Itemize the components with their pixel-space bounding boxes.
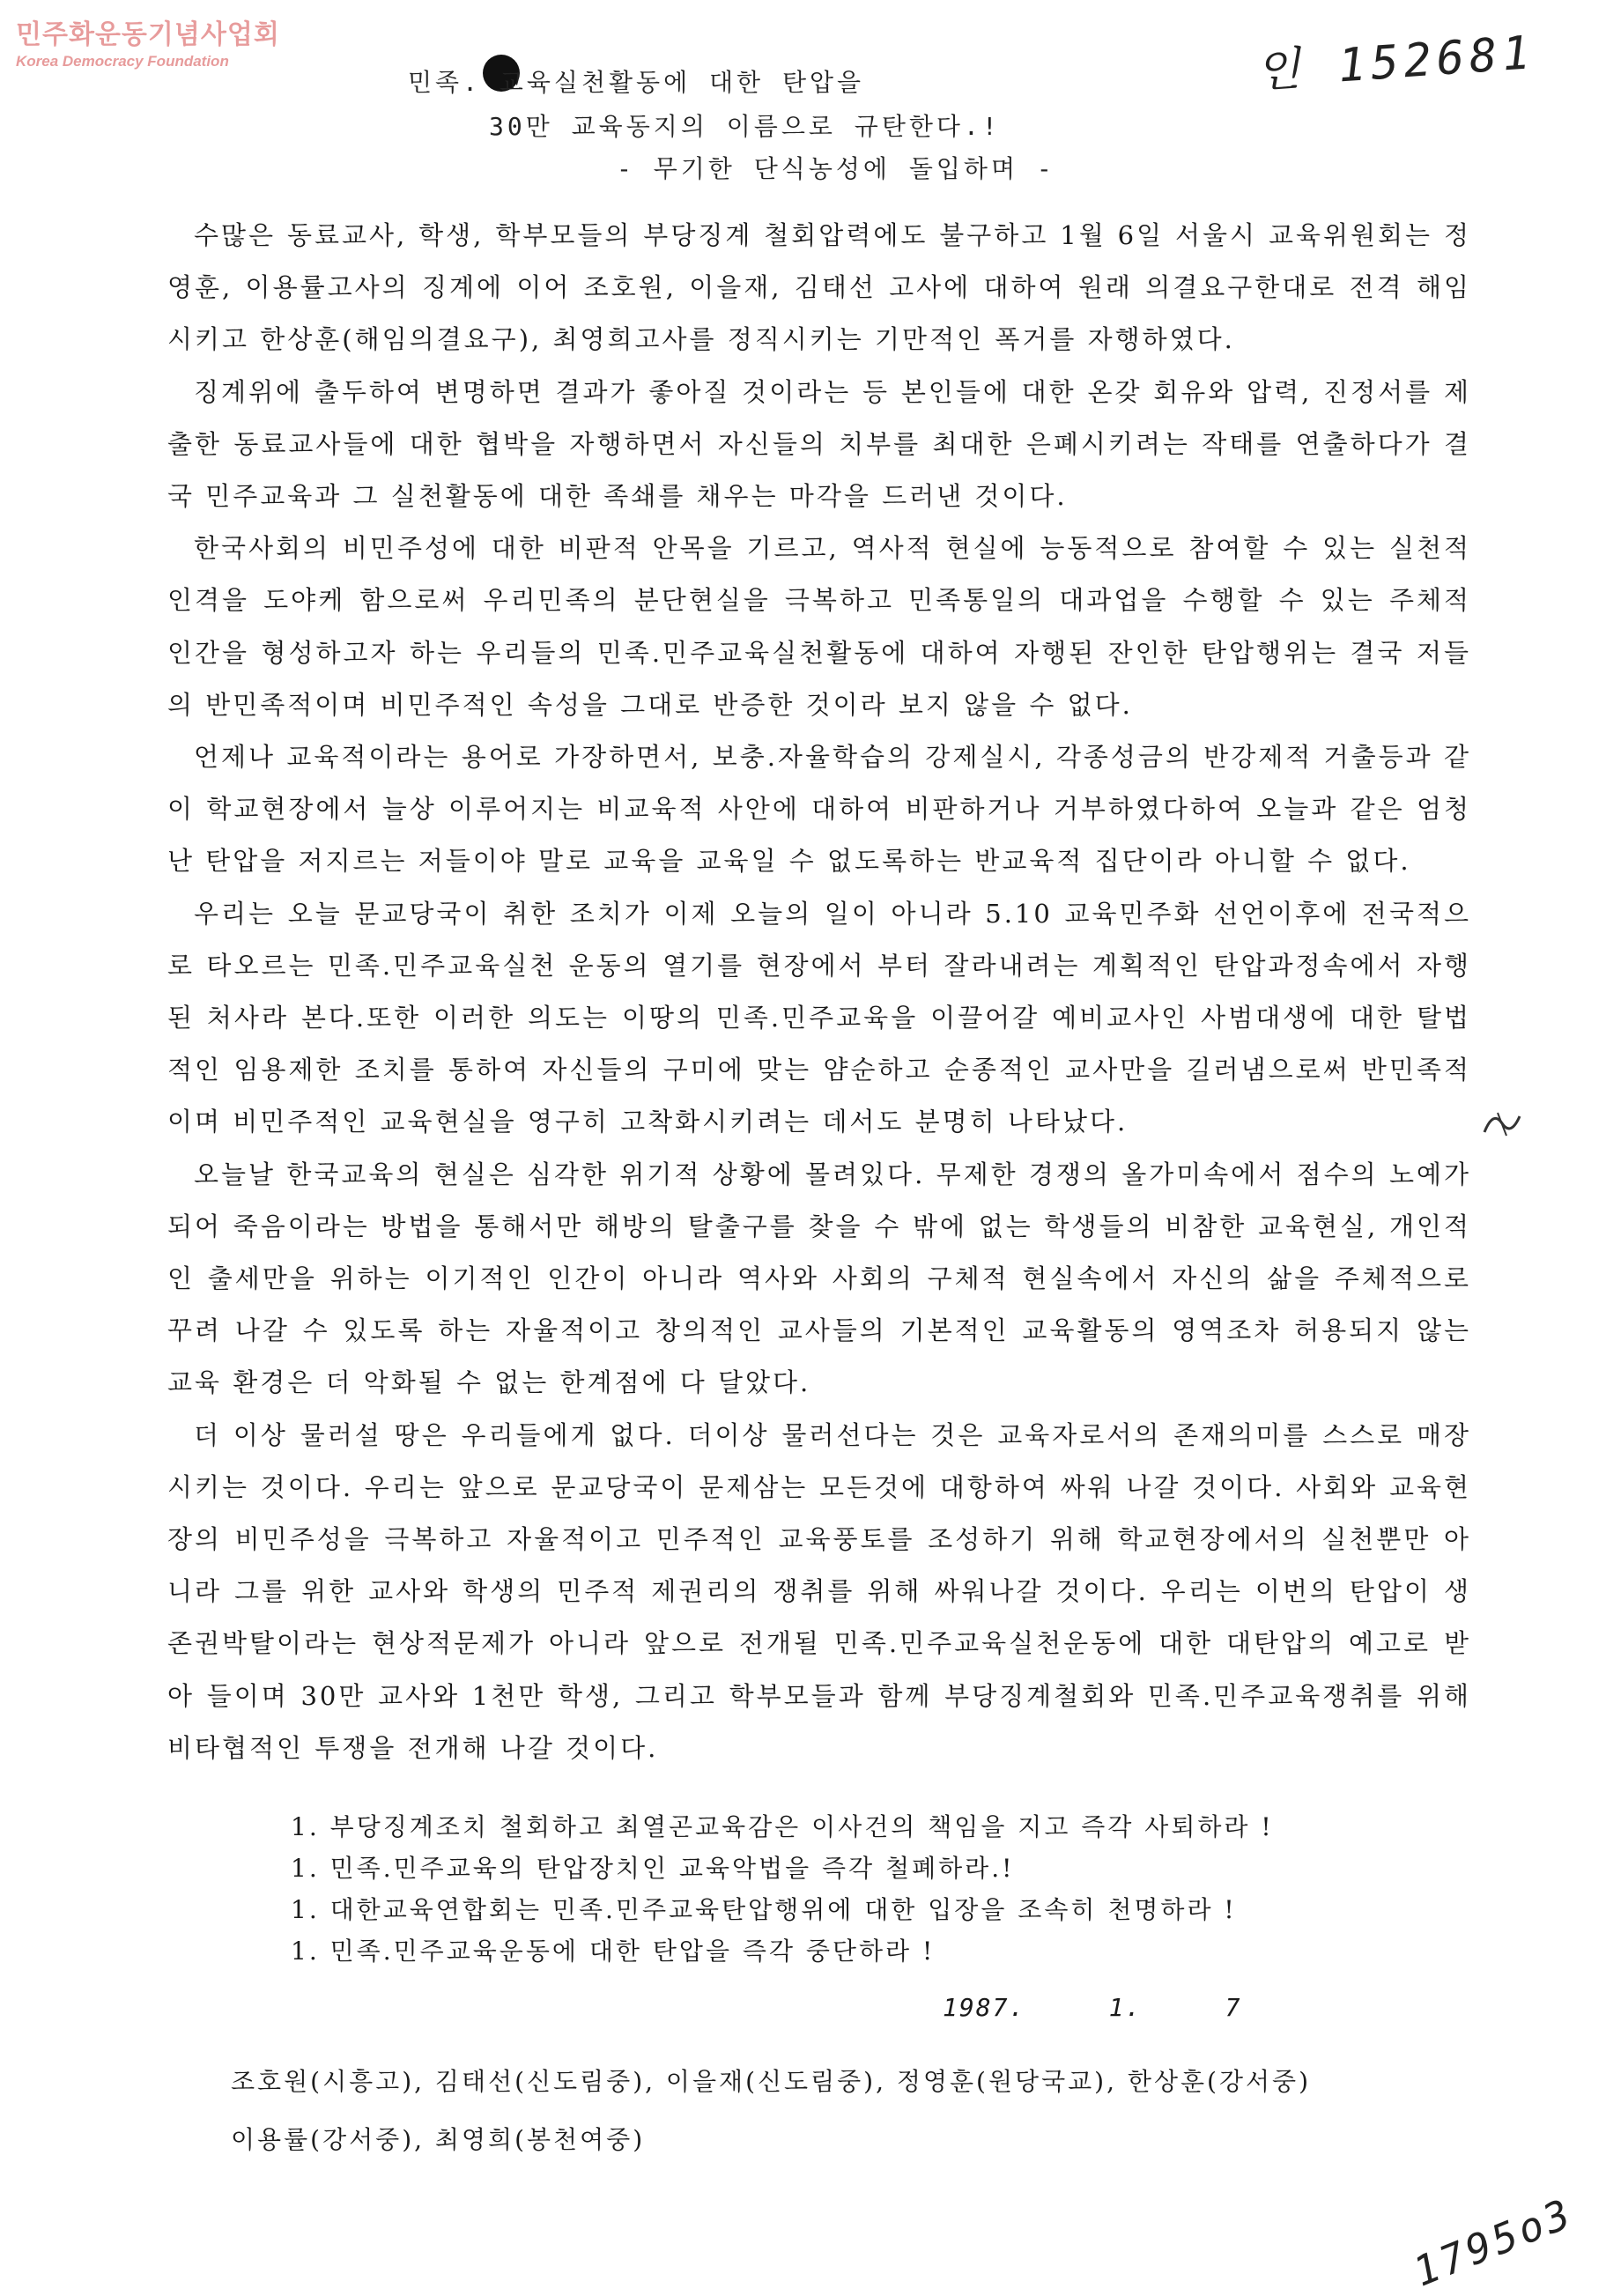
demands-list — [291, 1806, 1480, 1972]
body-text — [167, 210, 1471, 1774]
signatories-line-1: 조호원(시흥고), 김태선(신도림중), 이을재(신도림중), 정영훈(원당국교), 한상훈(강서중) — [231, 2067, 1312, 2096]
document-date: 1987. 1. 7 — [943, 1993, 1242, 2022]
paragraph: 한국사회의 비민주성에 대한 비판적 안목을 기르고, 역사적 현실에 능동적으로 참여할 수 있는 실천적 인격을 도야케 함으로써 우리민족의 분단현실을 극복하고 민족통일의 대과업을 수행할 수 있는 주체적 인간을 형성하고자 하는 우리들의 민족.민주교육실천활동에 대하여 자행된 잔인한 탄압행위는 결국 저들의 반민족적이며 비민주적인 속성을 그대로 반증한 것이라 보지 않을 수 없다. — [167, 533, 1471, 720]
demand-item: 1. 민족.민주교육의 탄압장치인 교육악법을 즉각 철폐하라.! — [291, 1854, 1015, 1883]
signatories-line-2: 이용률(강서중), 최영희(봉천여중) — [231, 2125, 646, 2154]
title-line-2: 30만 교육동지의 이름으로 규탄한다.! — [489, 112, 1001, 141]
title-line-3: - 무기한 단식농성에 돌입하며 - — [617, 154, 1055, 183]
demand-item: 1. 민족.민주교육운동에 대한 탄압을 즉각 중단하라 ! — [291, 1937, 936, 1966]
paragraph: 언제나 교육적이라는 용어로 가장하면서, 보충.자율학습의 강제실시, 각종성금의 반강제적 거출등과 같이 학교현장에서 늘상 이루어지는 비교육적 사안에 대하여 비판하거나 거부하였다하여 오늘과 같은 엄청난 탄압을 저지르는 저들이야 말로 교육을 교육일 수 없도록하는 반교육적 집단이라 아니할 수 없다. — [167, 742, 1471, 877]
handwritten-page-number: 1795o3 — [1406, 2189, 1580, 2296]
demand-item: 1. 부당징계조치 철회하고 최열곤교육감은 이사건의 책임을 지고 즉각 사퇴하라 ! — [291, 1812, 1274, 1841]
title-line-1: 민족. 교육실천활동에 대한 탄압을 — [408, 68, 865, 97]
hand-scribble-icon — [1480, 1106, 1524, 1141]
paragraph: 징계위에 출두하여 변명하면 결과가 좋아질 것이라는 등 본인들에 대한 온갖 회유와 압력, 진정서를 제출한 동료교사들에 대한 협박을 자행하면서 자신들의 치부를 최대한 은폐시키려는 작태를 연출하다가 결국 민주교육과 그 실천활동에 대한 족쇄를 채우는 마각을 드러낸 것이다. — [167, 376, 1471, 512]
demand-item: 1. 대한교육연합회는 민족.민주교육탄압행위에 대한 입장을 조속히 천명하라 ! — [291, 1895, 1237, 1924]
signatories — [231, 2053, 1464, 2169]
paragraph: 수많은 동료교사, 학생, 학부모들의 부당징계 철회압력에도 불구하고 1월 6일 서울시 교육위원회는 정영훈, 이용률고사의 징계에 이어 조호원, 이을재, 김태선 고사에 대하여 원래 의결요구한대로 전격 해임시키고 한상훈(해임의결요구), 최영희고사를 정직시키는 기만적인 폭거를 자행하였다. — [167, 220, 1471, 355]
watermark-english: Korea Democracy Foundation — [16, 53, 229, 70]
watermark-korean: 민주화운동기념사업회 — [16, 19, 280, 50]
handwritten-archive-number: 인 152681 — [1254, 26, 1537, 99]
paragraph: 오늘날 한국교육의 현실은 심각한 위기적 상황에 몰려있다. 무제한 경쟁의 올가미속에서 점수의 노예가 되어 죽음이라는 방법을 통해서만 해방의 탈출구를 찾을 수 밖에 없는 학생들의 비참한 교육현실, 개인적인 출세만을 위하는 이기적인 인간이 아니라 역사와 사회의 구체적 현실속에서 자신의 삶을 주체적으로꾸려 나갈 수 있도록 하는 자율적이고 창의적인 교사들의 기본적인 교육활동의 영역조차 허용되지 않는 교육 환경은 더 악화될 수 없는 한계점에 다 달았다. — [167, 1159, 1471, 1398]
paragraph: 더 이상 물러설 땅은 우리들에게 없다. 더이상 물러선다는 것은 교육자로서의 존재의미를 스스로 매장시키는 것이다. 우리는 앞으로 문교당국이 문제삼는 모든것에 대항하여 싸워 나갈 것이다. 사회와 교육현장의 비민주성을 극복하고 자율적이고 민주적인 교육풍토를 조성하기 위해 학교현장에서의 실천뿐만 아니라 그를 위한 교사와 학생의 민주적 제권리의 쟁취를 위해 싸워나갈 것이다. 우리는 이번의 탄압이 생존권박탈이라는 현상적문제가 아니라 앞으로 전개될 민족.민주교육실천운동에 대한 대탄압의 예고로 받아 들이며 30만 교사와 1천만 학생, 그리고 학부모들과 함께 부당징계철회와 민족.민주교육쟁취를 위해 비타협적인 투쟁을 전개해 나갈 것이다. — [167, 1419, 1471, 1763]
watermark-logo — [16, 12, 280, 70]
paragraph: 우리는 오늘 문교당국이 취한 조치가 이제 오늘의 일이 아니라 5.10 교육민주화 선언이후에 전국적으로 타오르는 민족.민주교육실천 운동의 열기를 현장에서 부터 잘라내려는 계획적인 탄압과정속에서 자행된 처사라 본다.또한 이러한 의도는 이땅의 민족.민주교육을 이끌어갈 예비교사인 사범대생에 대한 탈법적인 임용제한 조치를 통하여 자신들의 구미에 맞는 얌순하고 순종적인 교사만을 길러냄으로써 반민족적이며 비민주적인 교육현실을 영구히 고착화시키려는 데서도 분명히 나타났다. — [167, 898, 1471, 1137]
